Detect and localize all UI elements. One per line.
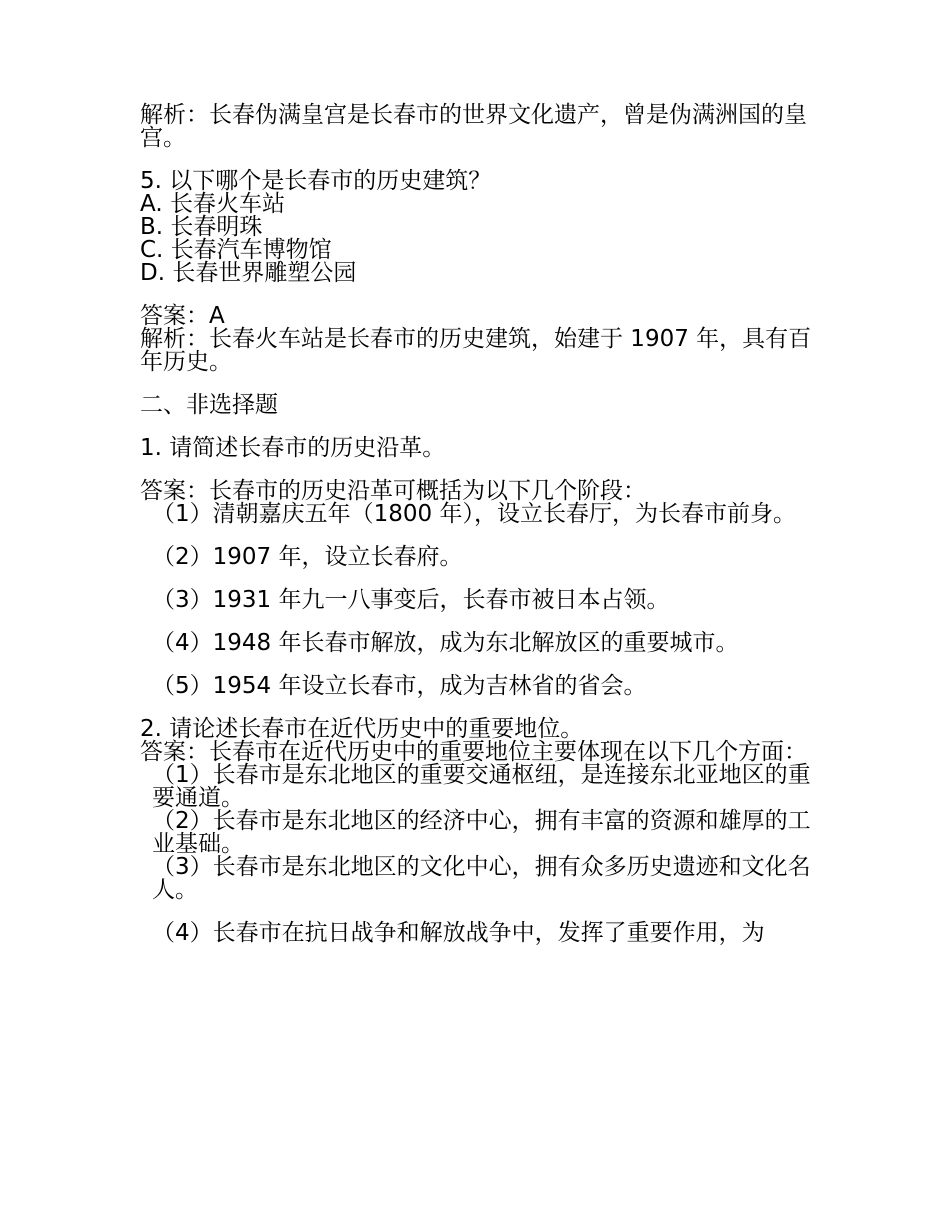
analysis-q5: 解析：长春火车站是长春市的历史建筑，始建于 1907 年，具有百年历史。: [140, 326, 812, 375]
question-5: 5. 以下哪个是长春市的历史建筑？: [140, 168, 492, 194]
section-heading: 二、非选择题: [140, 392, 278, 418]
question-2: 2. 请论述长春市在近代历史中的重要地位。: [140, 716, 584, 742]
q1-point-5: （5）1954 年设立长春市，成为吉林省的省会。: [152, 673, 647, 699]
q1-point-2: （2）1907 年，设立长春府。: [152, 544, 463, 570]
option-d: D. 长春世界雕塑公园: [140, 260, 357, 286]
q2-point-1: （1）长春市是东北地区的重要交通枢纽，是连接东北亚地区的重要通道。: [152, 762, 811, 811]
question-1: 1. 请简述长春市的历史沿革。: [140, 435, 446, 461]
document-page: [140, 104, 815, 945]
answer-q1-intro: 答案：长春市的历史沿革可概括为以下几个阶段：: [140, 478, 646, 504]
q2-point-4: （4）长春市在抗日战争和解放战争中，发挥了重要作用，为: [152, 920, 765, 946]
option-c: C. 长春汽车博物馆: [140, 237, 332, 263]
q1-point-4: （4）1948 年长春市解放，成为东北解放区的重要城市。: [152, 630, 739, 656]
q2-point-2: （2）长春市是东北地区的经济中心，拥有丰富的资源和雄厚的工业基础。: [152, 808, 811, 857]
option-b: B. 长春明珠: [140, 214, 263, 240]
answer-q5: 答案：A: [140, 303, 225, 329]
q1-point-1: （1）清朝嘉庆五年（1800 年），设立长春厅，为长春市前身。: [152, 501, 796, 527]
option-a: A. 长春火车站: [140, 191, 285, 217]
q1-point-3: （3）1931 年九一八事变后，长春市被日本占领。: [152, 587, 670, 613]
analysis-q4: 解析：长春伪满皇宫是长春市的世界文化遗产，曾是伪满洲国的皇宫。: [140, 102, 807, 151]
q2-point-3: （3）长春市是东北地区的文化中心，拥有众多历史遗迹和文化名人。: [152, 854, 811, 903]
answer-q2-intro: 答案：长春市在近代历史中的重要地位主要体现在以下几个方面：: [140, 739, 807, 765]
